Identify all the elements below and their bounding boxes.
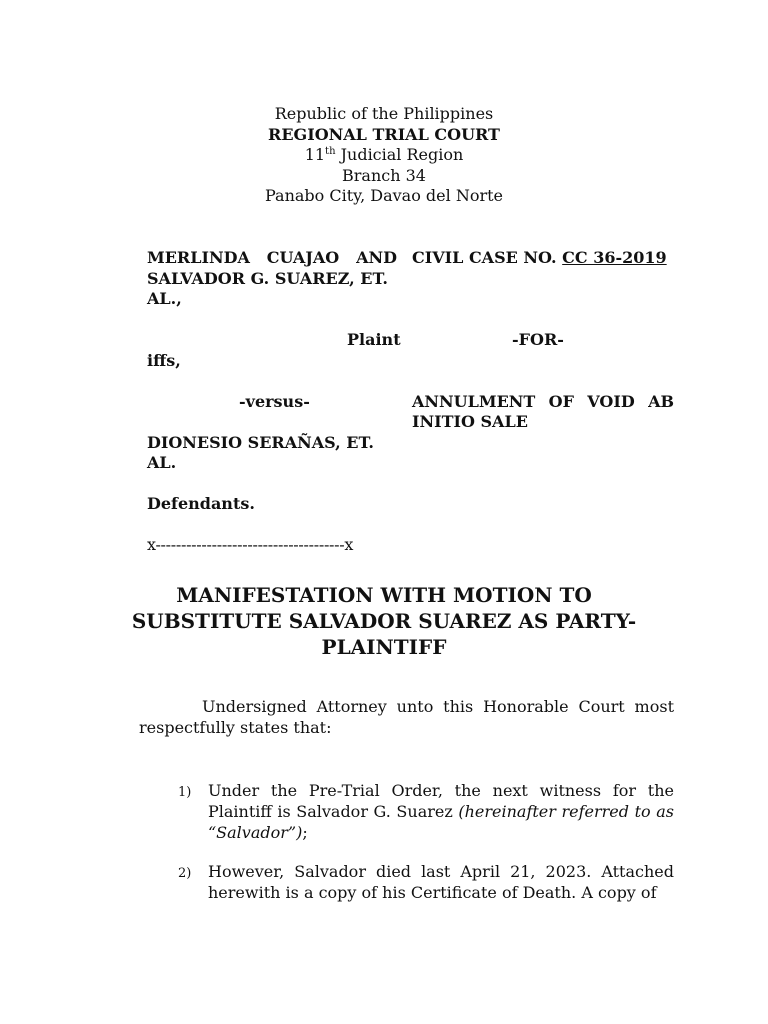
defendants-role: Defendants. [147, 494, 255, 513]
parties-column [147, 248, 401, 556]
document-title: MANIFESTATION WITH MOTION TO SUBSTITUTE SALVADOR SUAREZ AS PARTY- PLAINTIFF [131, 583, 637, 659]
defendants-line-2: AL. [147, 453, 177, 472]
for-label: -FOR- [512, 330, 564, 349]
plaintiffs-line-1: MERLINDA CUAJAO AND [147, 248, 397, 267]
republic-line: Republic of the Philippines [274, 104, 494, 123]
plaintiffs-role: Plaint [347, 330, 401, 349]
plaintiffs-role-cont: iffs, [147, 350, 181, 370]
branch-line: Branch 34 [342, 165, 426, 185]
court-location: Panabo City, Davao del Norte [264, 186, 504, 205]
case-number: CIVIL CASE NO. CC 36-2019 [412, 248, 667, 267]
judicial-region: 11th Judicial Region [304, 145, 464, 164]
court-name: REGIONAL TRIAL COURT [268, 124, 500, 144]
intro-paragraph: Undersigned Attorney unto this Honorable Court most respectfully states that: [139, 697, 674, 737]
case-nature-line-2: INITIO SALE [412, 412, 528, 431]
case-info-column [412, 248, 674, 433]
case-nature-line-1: ANNULMENT OF VOID AB [412, 391, 674, 411]
defendants-line-1: DIONESIO SERAÑAS, ET. [147, 432, 374, 452]
versus-label: -versus- [239, 391, 310, 411]
plaintiffs-line-3: AL., [147, 289, 182, 308]
caption-separator: x-------------------------------------x [147, 535, 354, 554]
court-header [0, 104, 768, 207]
document-page: Republic of the Philippines REGIONAL TRIAL COURT 11th Judicial Region Branch 34 Panabo City, Davao del Norte MERLINDA CUAJAO AND SALVADOR G. SUAREZ, ET. AL., Plaint iffs, -versus- DIONESIO SERAÑAS, ET. AL. Defendants. x-------------------------------------x CIVIL CASE NO. CC 36-2019 -FOR- ANNULMENT OF VOID AB INITIO SALE MANIFESTATION WITH MOTION TO SUBSTITUTE SALVADOR SUAREZ AS PARTY- PLAINTIFF Undersigned Attorney unto this Honorable Court most respectfully states that: 1) Under the Pre-Trial Order, the next witness for the Plaintiff is Salvador G. Suarez (hereinafter referred to as “Salvador”); 2) However, Salvador died last April 21, 2023. Attached herewith is a copy of his Certificate of Death. A copy of [0, 0, 768, 1024]
plaintiffs-line-2: SALVADOR G. SUAREZ, ET. [147, 268, 388, 288]
